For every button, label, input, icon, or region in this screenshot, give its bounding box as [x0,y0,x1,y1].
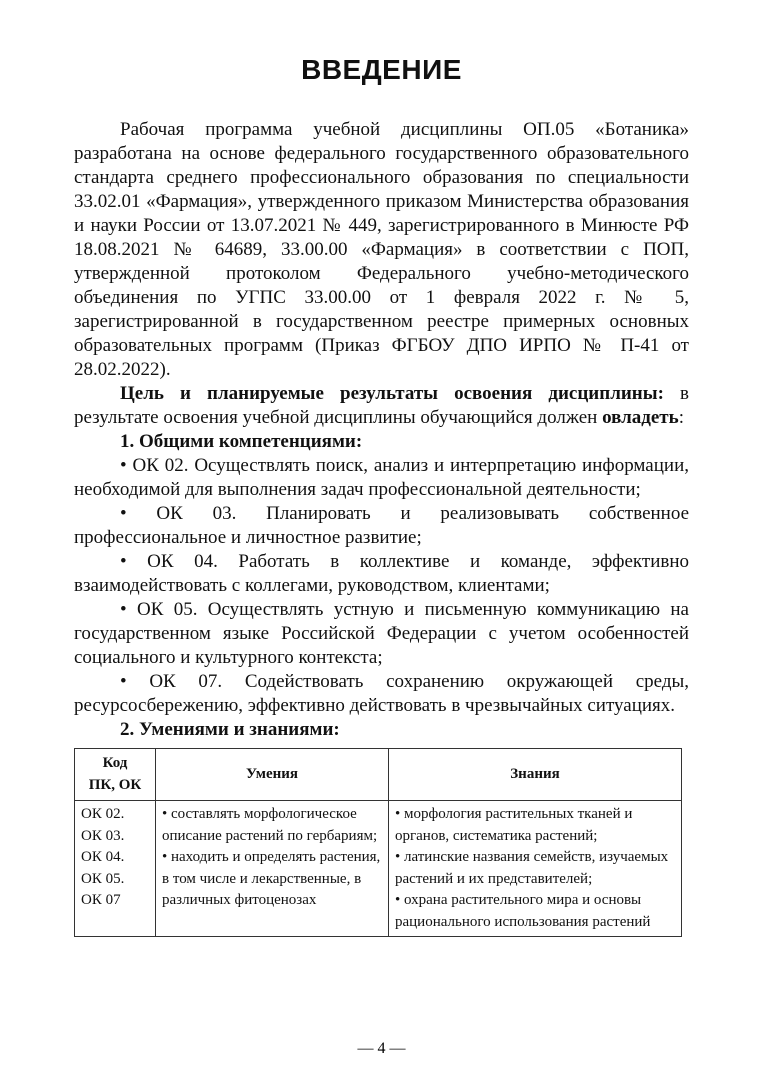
skills-cell [156,801,389,937]
code-item: ОК 03. [81,827,125,844]
header-code-line2: ПК, ОК [88,776,142,793]
code-item: ОК 04. [81,849,125,865]
table-row [75,801,682,937]
codes-cell [75,801,156,937]
code-item: ОК 05. [81,870,125,887]
header-code [75,749,156,801]
section2-heading: 2. Умениями и знаниями: [120,719,340,740]
goal-paragraph [74,382,689,430]
list-item: • ОК 02. Осуществлять поиск, анализ и интерпретацию информации, необходимой для выполнения задач профессиональной деятельности; [74,455,689,500]
knowledge-item: • латинские названия семейств, изучаемых растений и их представителей; [395,849,669,887]
knowledge-item: • охрана растительного мира и основы рационального использования растений [395,892,651,930]
section1-heading: 1. Общими компетенциями: [120,431,363,452]
list-item: • ОК 04. Работать в коллективе и команде, эффективно взаимодействовать с коллегами, руководством, клиентами; [74,551,689,596]
page-number: — 4 — [357,1040,406,1057]
knowledge-cell [389,801,682,937]
header-code-line1: Код [102,755,128,771]
header-skills: Умения [156,749,389,801]
intro-paragraph: Рабочая программа учебной дисциплины ОП.05 «Ботаника» разработана на основе федерального государственного образовательного стандарта среднего профессионального образования по специальности 33.02.01 «Фармация», утвержденного приказом Министерства образования и науки России от 13.07.2021 № 449, зарегистрированного в Минюсте РФ 18.08.2021 № 64689, 33.00.00 «Фармация» в соответствии с ПОП, утвержденной протоколом Федерального учебно-методического объединения по УГПС 33.00.00 от 1 февраля 2022 г. № 5, зарегистрированной в государственном реестре примерных основных образовательных программ (Приказ ФГБОУ ДПО ИРПО № П-41 от 28.02.2022). [74,119,689,380]
list-item: • ОК 07. Содействовать сохранению окружающей среды, ресурсосбережению, эффективно действовать в чрезвычайных ситуациях. [74,671,689,716]
competencies-table [74,748,682,937]
code-item: ОК 07 [81,892,121,908]
goal-heading: Цель и планируемые результаты освоения дисциплины: [120,383,664,404]
skill-item: • находить и определять растения, в том числе и лекарственные, в различных фитоценозах [162,849,381,908]
header-knowledge: Знания [389,749,682,801]
list-item: • ОК 05. Осуществлять устную и письменную коммуникацию на государственном языке Российской Федерации с учетом особенностей социального и культурного контекста; [74,599,689,668]
goal-text: в результате освоения учебной дисциплины обучающийся должен [74,383,689,428]
skill-item: • составлять морфологическое описание растений по гербариям; [162,806,378,844]
code-item: ОК 02. [81,806,125,822]
goal-colon: : [678,407,684,428]
knowledge-item: • морфология растительных тканей и органов, систематика растений; [395,806,633,844]
list-item: • ОК 03. Планировать и реализовывать собственное профессиональное и личностное развитие; [74,503,689,548]
page-title: ВВЕДЕНИЕ [301,54,462,85]
table-header-row [75,749,682,801]
goal-bold-word: овладеть [602,407,679,428]
